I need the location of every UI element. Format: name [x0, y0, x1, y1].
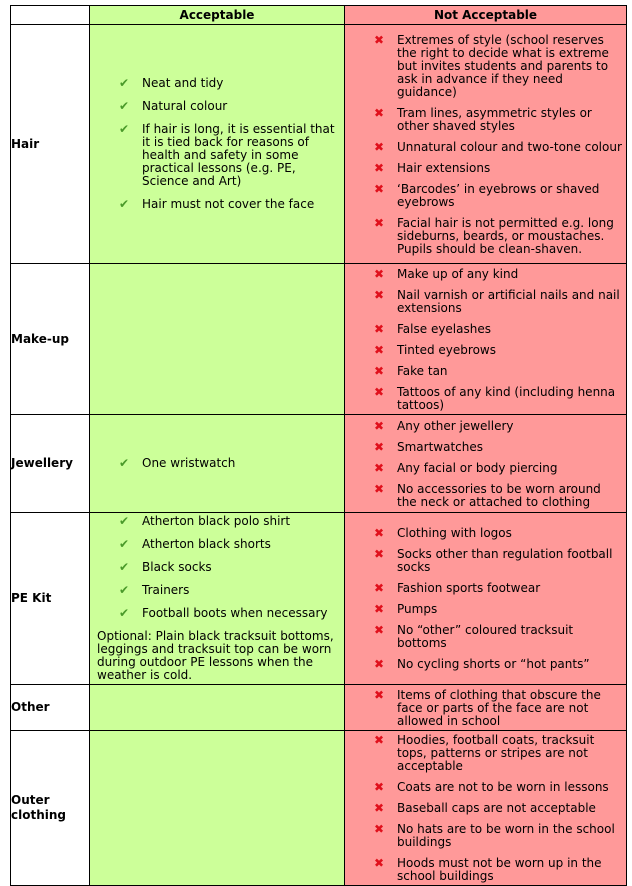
acceptable-list — [90, 75, 344, 213]
list-item — [374, 363, 622, 378]
list-item — [374, 801, 622, 815]
not-acceptable-outer-clothing — [345, 731, 627, 886]
category-makeup: Make-up — [11, 264, 90, 415]
list-item-text: Clothing with logos — [397, 526, 512, 540]
check-icon: ✔ — [119, 606, 130, 620]
cross-icon: ✖ — [374, 822, 385, 836]
list-item-text: Neat and tidy — [142, 76, 224, 90]
cross-icon: ✖ — [374, 418, 385, 433]
cross-icon: ✖ — [374, 460, 385, 475]
cross-icon: ✖ — [374, 32, 385, 47]
list-item — [119, 99, 340, 113]
list-item — [119, 583, 340, 597]
list-item — [374, 32, 622, 99]
cross-icon: ✖ — [374, 342, 385, 357]
list-item — [374, 181, 622, 209]
list-item-text: Tattoos of any kind (including henna tattoos) — [397, 384, 616, 412]
list-item — [374, 547, 622, 574]
category-jewellery: Jewellery — [11, 415, 90, 513]
cross-icon: ✖ — [374, 687, 385, 702]
list-item-text: Atherton black shorts — [142, 537, 271, 551]
not-acceptable-list — [345, 265, 626, 414]
list-item — [374, 822, 622, 849]
list-item — [119, 76, 340, 90]
not-acceptable-list — [345, 686, 626, 730]
list-item — [374, 139, 622, 154]
cross-icon: ✖ — [374, 547, 385, 561]
list-item — [119, 560, 340, 574]
list-item — [119, 197, 340, 211]
cross-icon: ✖ — [374, 657, 385, 671]
header-not-acceptable: Not Acceptable — [345, 6, 627, 25]
list-item-text: No hats are to be worn in the school buildings — [397, 822, 615, 849]
cross-icon: ✖ — [374, 602, 385, 616]
list-item-text: False eyelashes — [397, 321, 491, 336]
list-item-text: If hair is long, it is essential that it is tied back for reasons of health and safety in some practical lessons (e.g. PE, Science and Art) — [142, 122, 335, 188]
category-pe-kit: PE Kit — [11, 513, 90, 685]
list-item — [374, 780, 622, 794]
list-item — [374, 657, 622, 671]
list-item — [119, 606, 340, 620]
list-item-text: Hoods must not be worn up in the school buildings — [397, 856, 602, 883]
list-item — [374, 581, 622, 595]
header-acceptable: Acceptable — [90, 6, 345, 25]
list-item — [374, 481, 622, 509]
list-item-text: Coats are not to be worn in lessons — [397, 780, 609, 794]
row-pe-kit — [11, 513, 627, 685]
category-hair: Hair — [11, 25, 90, 264]
list-item-text: Make up of any kind — [397, 266, 519, 281]
list-item-text: Atherton black polo shirt — [142, 514, 291, 528]
cross-icon: ✖ — [374, 287, 385, 302]
row-makeup — [11, 264, 627, 415]
not-acceptable-list — [345, 524, 626, 673]
cross-icon: ✖ — [374, 105, 385, 120]
not-acceptable-makeup — [345, 264, 627, 415]
cross-icon: ✖ — [374, 321, 385, 336]
list-item-text: Pumps — [397, 602, 438, 616]
list-item-text: Extremes of style (school reserves the right to decide what is extreme but invites students and parents to ask in advance if they need guidance) — [397, 32, 609, 99]
list-item-text: Facial hair is not permitted e.g. long sideburns, beards, or moustaches. Pupils should be clean-shaven. — [397, 215, 614, 256]
header-category — [11, 6, 90, 25]
list-item-text: Unnatural colour and two-tone colour — [397, 139, 622, 154]
cross-icon: ✖ — [374, 801, 385, 815]
cross-icon: ✖ — [374, 623, 385, 637]
not-acceptable-hair — [345, 25, 627, 264]
cross-icon: ✖ — [374, 266, 385, 281]
list-item-text: Trainers — [142, 583, 190, 597]
list-item-text: Socks other than regulation football socks — [397, 547, 613, 574]
list-item-text: No accessories to be worn around the neck or attached to clothing — [397, 481, 601, 509]
check-icon: ✔ — [119, 514, 130, 528]
list-item-text: Black socks — [142, 560, 212, 574]
row-hair — [11, 25, 627, 264]
uniform-policy-table — [10, 5, 627, 886]
row-other — [11, 685, 627, 731]
cross-icon: ✖ — [374, 780, 385, 794]
not-acceptable-jewellery — [345, 415, 627, 513]
list-item — [119, 122, 340, 188]
list-item-text: Tinted eyebrows — [397, 342, 496, 357]
list-item-text: No “other” coloured tracksuit bottoms — [397, 623, 574, 650]
list-item — [374, 460, 622, 475]
list-item-text: One wristwatch — [142, 456, 236, 470]
cross-icon: ✖ — [374, 856, 385, 870]
list-item-text: Hair must not cover the face — [142, 197, 315, 211]
not-acceptable-list — [345, 731, 626, 885]
list-item — [119, 537, 340, 551]
check-icon: ✔ — [119, 99, 130, 113]
list-item — [119, 456, 340, 470]
list-item — [374, 287, 622, 315]
list-item-text: No cycling shorts or “hot pants” — [397, 657, 590, 671]
acceptable-makeup — [90, 264, 345, 415]
list-item — [374, 602, 622, 616]
cross-icon: ✖ — [374, 481, 385, 496]
row-outer-clothing — [11, 731, 627, 886]
not-acceptable-list — [345, 31, 626, 258]
cross-icon: ✖ — [374, 526, 385, 540]
acceptable-jewellery — [90, 415, 345, 513]
list-item-text: ‘Barcodes’ in eyebrows or shaved eyebrows — [397, 181, 600, 209]
cross-icon: ✖ — [374, 139, 385, 154]
check-icon: ✔ — [119, 583, 130, 597]
list-item — [119, 514, 340, 528]
list-item — [374, 160, 622, 175]
list-item — [374, 418, 622, 433]
list-item-text: Smartwatches — [397, 439, 484, 454]
header-row — [11, 6, 627, 25]
list-item-text: Natural colour — [142, 99, 228, 113]
category-outer-clothing: Outer clothing — [11, 731, 90, 886]
row-jewellery — [11, 415, 627, 513]
cross-icon: ✖ — [374, 215, 385, 230]
acceptable-hair — [90, 25, 345, 264]
list-item-text: Football boots when necessary — [142, 606, 328, 620]
list-item-text: Tram lines, asymmetric styles or other shaved styles — [397, 105, 592, 133]
list-item-text: Baseball caps are not acceptable — [397, 801, 596, 815]
not-acceptable-list — [345, 417, 626, 511]
list-item-text: Hoodies, football coats, tracksuit tops, patterns or stripes are not acceptable — [397, 733, 595, 773]
list-item-text: Any other jewellery — [397, 418, 514, 433]
acceptable-list — [90, 455, 344, 472]
acceptable-outer-clothing — [90, 731, 345, 886]
list-item-text: Fashion sports footwear — [397, 581, 541, 595]
list-item — [374, 439, 622, 454]
list-item — [374, 342, 622, 357]
list-item — [374, 623, 622, 650]
category-other: Other — [11, 685, 90, 731]
list-item — [374, 856, 622, 883]
list-item — [374, 321, 622, 336]
list-item — [374, 687, 622, 728]
not-acceptable-other — [345, 685, 627, 731]
list-item — [374, 733, 622, 773]
cross-icon: ✖ — [374, 181, 385, 196]
list-item — [374, 266, 622, 281]
check-icon: ✔ — [119, 122, 130, 136]
check-icon: ✔ — [119, 560, 130, 574]
list-item-text: Hair extensions — [397, 160, 491, 175]
cross-icon: ✖ — [374, 363, 385, 378]
list-item-text: Any facial or body piercing — [397, 460, 558, 475]
acceptable-pe-kit — [90, 513, 345, 685]
check-icon: ✔ — [119, 456, 130, 470]
check-icon: ✔ — [119, 537, 130, 551]
cross-icon: ✖ — [374, 581, 385, 595]
cross-icon: ✖ — [374, 160, 385, 175]
list-item — [374, 105, 622, 133]
cross-icon: ✖ — [374, 439, 385, 454]
not-acceptable-pe-kit — [345, 513, 627, 685]
optional-note: Optional: Plain black tracksuit bottoms, leggings and tracksuit top can be worn during outdoor PE lessons when the weather is cold. — [97, 629, 334, 682]
cross-icon: ✖ — [374, 384, 385, 399]
list-item-text: Nail varnish or artificial nails and nail extensions — [397, 287, 620, 315]
acceptable-other — [90, 685, 345, 731]
check-icon: ✔ — [119, 76, 130, 90]
list-item — [374, 215, 622, 256]
acceptable-list — [90, 513, 344, 622]
list-item — [374, 526, 622, 540]
check-icon: ✔ — [119, 197, 130, 211]
list-item-text: Fake tan — [397, 363, 448, 378]
list-item — [374, 384, 622, 412]
cross-icon: ✖ — [374, 733, 385, 747]
list-item-text: Items of clothing that obscure the face or parts of the face are not allowed in school — [397, 687, 601, 728]
